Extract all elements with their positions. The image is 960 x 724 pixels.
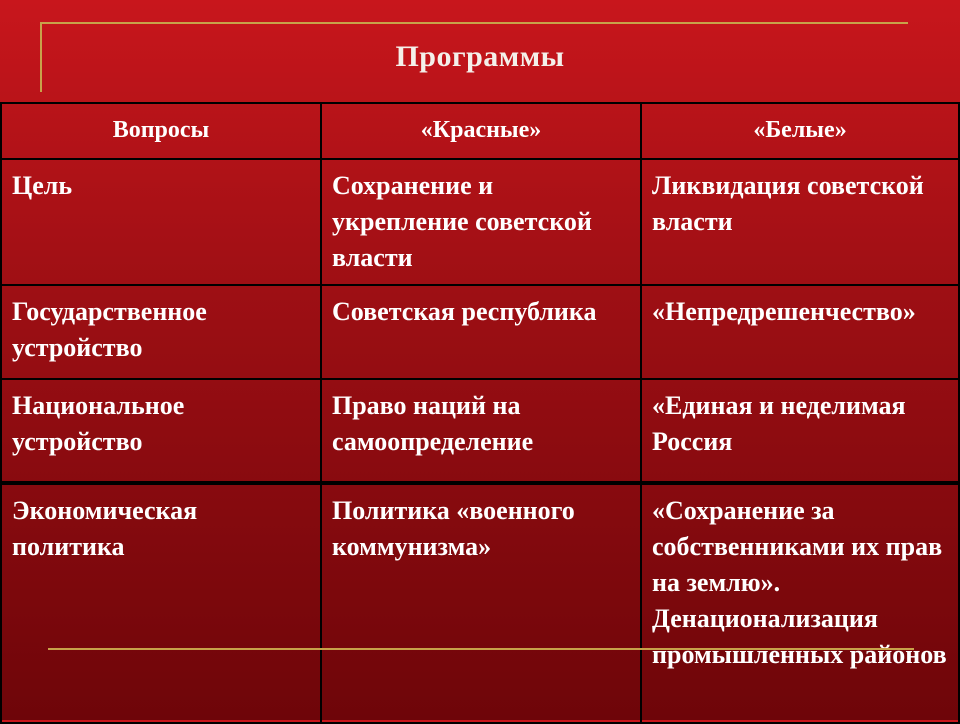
row-label-state-structure: Государственное устройство [1,285,321,379]
row-label-national-structure: Национальное устройство [1,379,321,483]
whites-economic-policy: «Сохранение за собственниками их прав на землю». Денационализация промышленных районов [641,483,959,723]
reds-national-structure: Право наций на самоопределение [321,379,641,483]
header-reds: «Красные» [321,103,641,159]
header-whites: «Белые» [641,103,959,159]
row-label-goal: Цель [1,159,321,285]
header-questions: Вопросы [1,103,321,159]
row-label-economic-policy: Экономическая политика [1,483,321,723]
decorative-line [48,648,914,650]
table-row [1,483,959,723]
whites-goal: Ликвидация советской власти [641,159,959,285]
table-row [1,285,959,379]
table-row [1,159,959,285]
whites-national-structure: «Единая и неделимая Россия [641,379,959,483]
reds-goal: Сохранение и укрепление советской власти [321,159,641,285]
comparison-table [0,102,960,724]
reds-economic-policy: Политика «военного коммунизма» [321,483,641,723]
page-title: Программы [395,40,565,73]
whites-state-structure: «Непредрешенчество» [641,285,959,379]
table-row [1,379,959,483]
table-header-row [1,103,959,159]
reds-state-structure: Советская республика [321,285,641,379]
